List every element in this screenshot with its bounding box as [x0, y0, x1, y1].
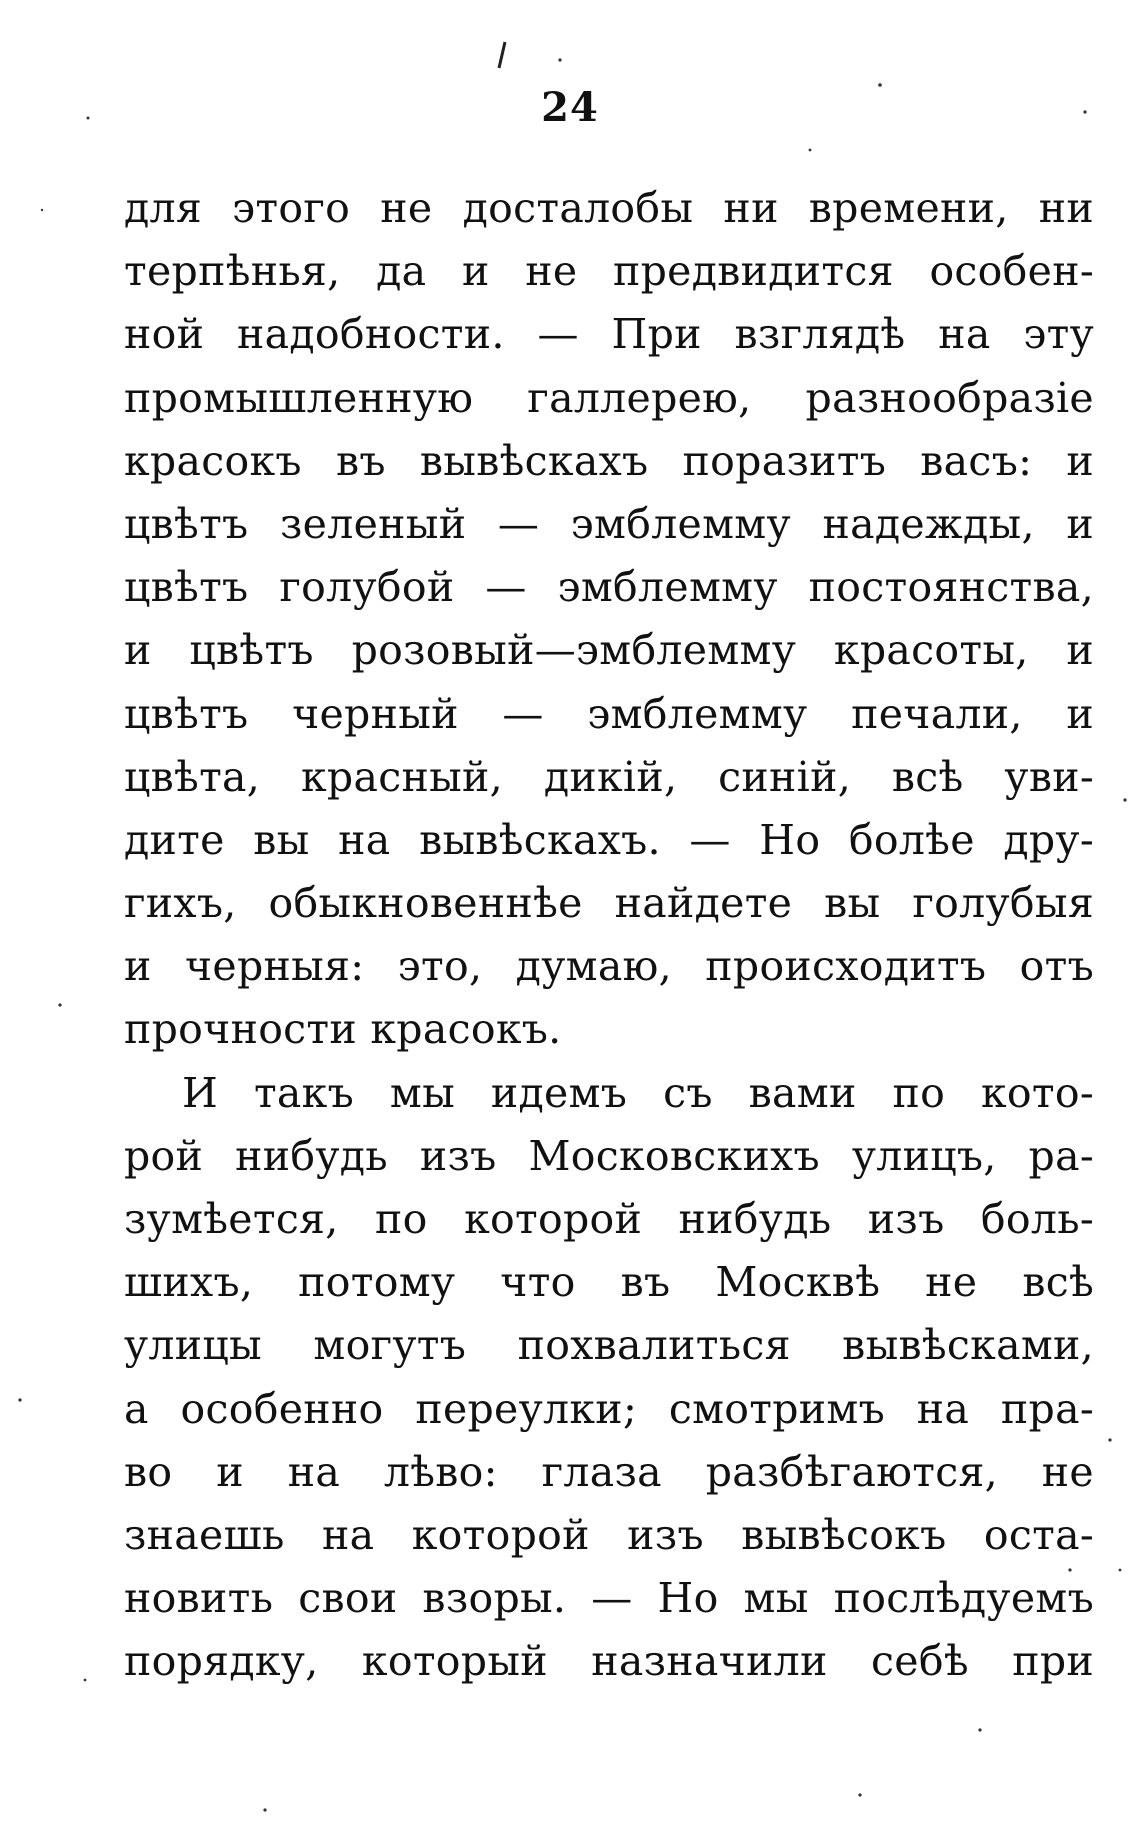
text-line: И такъ мы идемъ съ вами по кото- [182, 1068, 1094, 1117]
text-line: цвѣтъ зеленый — эмблемму надежды, и [124, 499, 1094, 548]
text-body [124, 177, 1094, 1694]
text-line: цвѣта, красный, дикій, синій, всѣ уви- [124, 752, 1094, 801]
text-line: улицы могутъ похвалиться вывѣсками, [124, 1321, 1094, 1370]
page-number: 24 [541, 84, 599, 131]
text-line: прочности красокъ. [124, 1005, 562, 1054]
text-line: и черныя: это, думаю, происходитъ отъ [124, 942, 1094, 991]
text-line: рой нибудь изъ Московскихъ улицъ, ра- [124, 1131, 1094, 1180]
text-line: цвѣтъ черный — эмблемму печали, и [124, 689, 1094, 738]
text-line: промышленную галлерею, разнообразіе [124, 373, 1094, 422]
text-line: цвѣтъ голубой — эмблемму постоянства, [124, 563, 1094, 612]
text-line: дите вы на вывѣскахъ. — Но болѣе дру- [124, 815, 1094, 864]
paragraph-1 [124, 177, 1094, 1062]
text-line: гихъ, обыкновеннѣе найдете вы голубыя [124, 879, 1094, 928]
text-line: ной надобности. — При взглядѣ на эту [124, 310, 1094, 359]
text-line: новить свои взоры. — Но мы послѣдуемъ [124, 1574, 1094, 1623]
text-line: знаешь на которой изъ вывѣсокъ оста- [124, 1510, 1094, 1559]
text-line: для этого не досталобы ни времени, ни [124, 184, 1094, 232]
text-line: и цвѣтъ розовый—эмблемму красоты, и [124, 626, 1094, 675]
text-line: шихъ, потому что въ Москвѣ не всѣ [124, 1258, 1094, 1307]
text-line: во и на лѣво: глаза разбѣгаются, не [124, 1447, 1094, 1496]
text-line: терпѣнья, да и не предвидится особен- [124, 247, 1094, 296]
text-line: зумѣется, по которой нибудь изъ боль- [124, 1195, 1094, 1243]
text-line: порядку, который назначили себѣ при [124, 1637, 1094, 1686]
paragraph-2 [124, 1062, 1094, 1694]
text-line: а особенно переулки; смотримъ на пра- [124, 1384, 1094, 1433]
text-line: красокъ въ вывѣскахъ поразитъ васъ: и [124, 436, 1094, 485]
